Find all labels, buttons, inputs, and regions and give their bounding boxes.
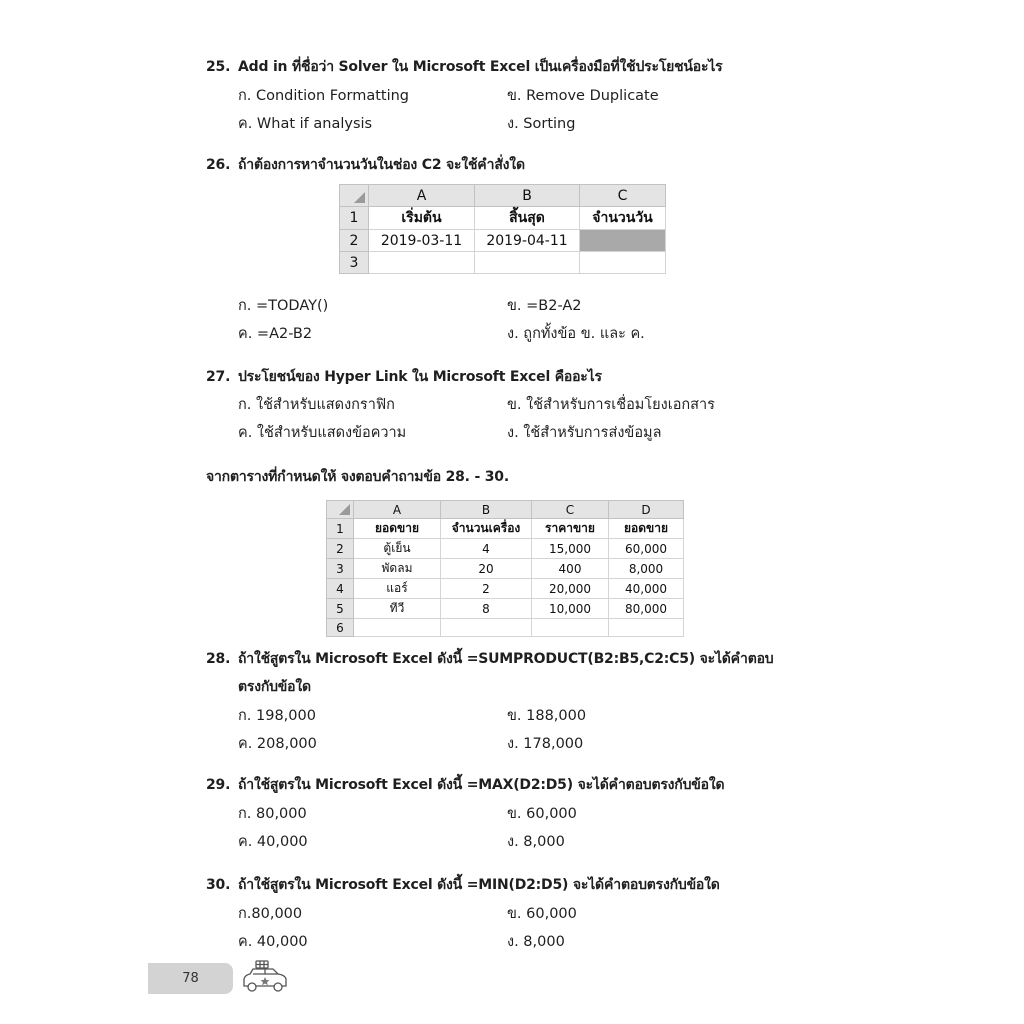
table-cell: จำนวนวัน [580, 207, 666, 230]
question-text: ประโยชน์ของ Hyper Link ใน Microsoft Excel คืออะไร [238, 369, 602, 385]
table-cell: 8 [441, 599, 532, 619]
select-all-corner [327, 501, 354, 519]
option-a: ก. ใช้สำหรับแสดงกราฟิก [238, 397, 395, 413]
question-text: ถ้าใช้สูตรใน Microsoft Excel ดังนี้ =SUMPRODUCT(B2:B5,C2:C5) จะได้คำตอบ [238, 651, 774, 667]
option-b: ข. 188,000 [507, 708, 587, 724]
question-29 [206, 774, 724, 796]
column-header: C [580, 185, 666, 207]
question-number: 25. [206, 59, 231, 75]
table-row [340, 207, 666, 230]
option-b: ข. 60,000 [507, 906, 577, 922]
table-cell: พัดลม [354, 559, 441, 579]
option-c: ค. ใช้สำหรับแสดงข้อความ [238, 425, 407, 441]
option-a: ก. 198,000 [238, 708, 316, 724]
option-c: ค. What if analysis [238, 116, 373, 132]
question-30 [206, 874, 720, 896]
question-27 [206, 366, 602, 388]
option-c: ค. 208,000 [238, 736, 317, 752]
question-text-continued: ตรงกับข้อใด [238, 679, 311, 695]
column-header: B [475, 185, 580, 207]
question-28 [206, 648, 774, 670]
question-25 [206, 56, 723, 78]
table-cell [532, 619, 609, 637]
table-row [327, 619, 684, 637]
selected-cell-c2 [580, 230, 666, 252]
row-header: 3 [327, 559, 354, 579]
table-cell: 80,000 [609, 599, 684, 619]
table-cell: เริ่มต้น [369, 207, 475, 230]
table-cell: แอร์ [354, 579, 441, 599]
page-number: 78 [182, 971, 199, 986]
option-d: ง. 8,000 [507, 934, 565, 950]
option-b: ข. Remove Duplicate [507, 88, 659, 104]
option-b: ข. =B2-A2 [507, 298, 582, 314]
question-26 [206, 154, 525, 176]
table-cell: 40,000 [609, 579, 684, 599]
row-header: 2 [340, 230, 369, 252]
table-row [327, 539, 684, 559]
table-row [327, 579, 684, 599]
table-cell: 4 [441, 539, 532, 559]
question-text: Add in ที่ชื่อว่า Solver ใน Microsoft Excel เป็นเครื่องมือที่ใช้ประโยชน์อะไร [238, 59, 723, 75]
table-cell: 60,000 [609, 539, 684, 559]
table-cell: จำนวนเครื่อง [441, 519, 532, 539]
option-c: ค. =A2-B2 [238, 326, 313, 342]
question-number: 26. [206, 157, 231, 173]
table-cell: 20,000 [532, 579, 609, 599]
table-row [327, 519, 684, 539]
table-cell: ยอดขาย [354, 519, 441, 539]
table-cell: ราคาขาย [532, 519, 609, 539]
row-header: 3 [340, 252, 369, 274]
option-d: ง. Sorting [507, 116, 576, 132]
column-header-row [327, 501, 684, 519]
row-header: 6 [327, 619, 354, 637]
table-cell: ยอดขาย [609, 519, 684, 539]
question-text: ถ้าต้องการหาจำนวนวันในช่อง C2 จะใช้คำสั่งใด [238, 157, 525, 173]
question-number: 28. [206, 651, 231, 667]
table-cell: ตู้เย็น [354, 539, 441, 559]
column-header: A [369, 185, 475, 207]
row-header: 4 [327, 579, 354, 599]
column-header: A [354, 501, 441, 519]
row-header: 1 [340, 207, 369, 230]
select-all-corner [340, 185, 369, 207]
option-a: ก. Condition Formatting [238, 88, 410, 104]
table-cell: สิ้นสุด [475, 207, 580, 230]
option-c: ค. 40,000 [238, 834, 308, 850]
option-c: ค. 40,000 [238, 934, 308, 950]
option-d: ง. 178,000 [507, 736, 584, 752]
table-cell: 8,000 [609, 559, 684, 579]
column-header-row [340, 185, 666, 207]
table-row [340, 230, 666, 252]
option-b: ข. 60,000 [507, 806, 577, 822]
column-header: B [441, 501, 532, 519]
option-b: ข. ใช้สำหรับการเชื่อมโยงเอกสาร [507, 397, 715, 413]
table-cell [369, 252, 475, 274]
column-header: C [532, 501, 609, 519]
spreadsheet-table-2 [326, 500, 684, 637]
table-row [327, 559, 684, 579]
page-number-tab [148, 963, 233, 994]
option-a: ก.80,000 [238, 906, 303, 922]
table-intro: จากตารางที่กำหนดให้ จงตอบคำถามข้อ 28. - 30. [206, 469, 509, 485]
table-cell [475, 252, 580, 274]
table-cell [354, 619, 441, 637]
row-header: 5 [327, 599, 354, 619]
row-header: 1 [327, 519, 354, 539]
table-cell: 10,000 [532, 599, 609, 619]
column-header: D [609, 501, 684, 519]
table-cell: ทีวี [354, 599, 441, 619]
option-d: ง. ใช้สำหรับการส่งข้อมูล [507, 425, 662, 441]
row-header: 2 [327, 539, 354, 559]
spreadsheet-table-1 [339, 184, 666, 274]
question-number: 30. [206, 877, 231, 893]
car-icon [240, 958, 290, 996]
table-cell [609, 619, 684, 637]
option-a: ก. =TODAY() [238, 298, 329, 314]
option-d: ง. ถูกทั้งข้อ ข. และ ค. [507, 326, 645, 342]
table-cell: 2019-03-11 [369, 230, 475, 252]
table-row [340, 252, 666, 274]
table-cell: 2 [441, 579, 532, 599]
table-cell [580, 252, 666, 274]
question-number: 27. [206, 369, 231, 385]
option-a: ก. 80,000 [238, 806, 307, 822]
option-d: ง. 8,000 [507, 834, 565, 850]
table-row [327, 599, 684, 619]
table-cell: 20 [441, 559, 532, 579]
table-cell: 2019-04-11 [475, 230, 580, 252]
table-cell [441, 619, 532, 637]
table-cell: 400 [532, 559, 609, 579]
question-text: ถ้าใช้สูตรใน Microsoft Excel ดังนี้ =MIN(D2:D5) จะได้คำตอบตรงกับข้อใด [238, 877, 720, 893]
question-text: ถ้าใช้สูตรใน Microsoft Excel ดังนี้ =MAX(D2:D5) จะได้คำตอบตรงกับข้อใด [238, 777, 725, 793]
table-cell: 15,000 [532, 539, 609, 559]
question-number: 29. [206, 777, 231, 793]
